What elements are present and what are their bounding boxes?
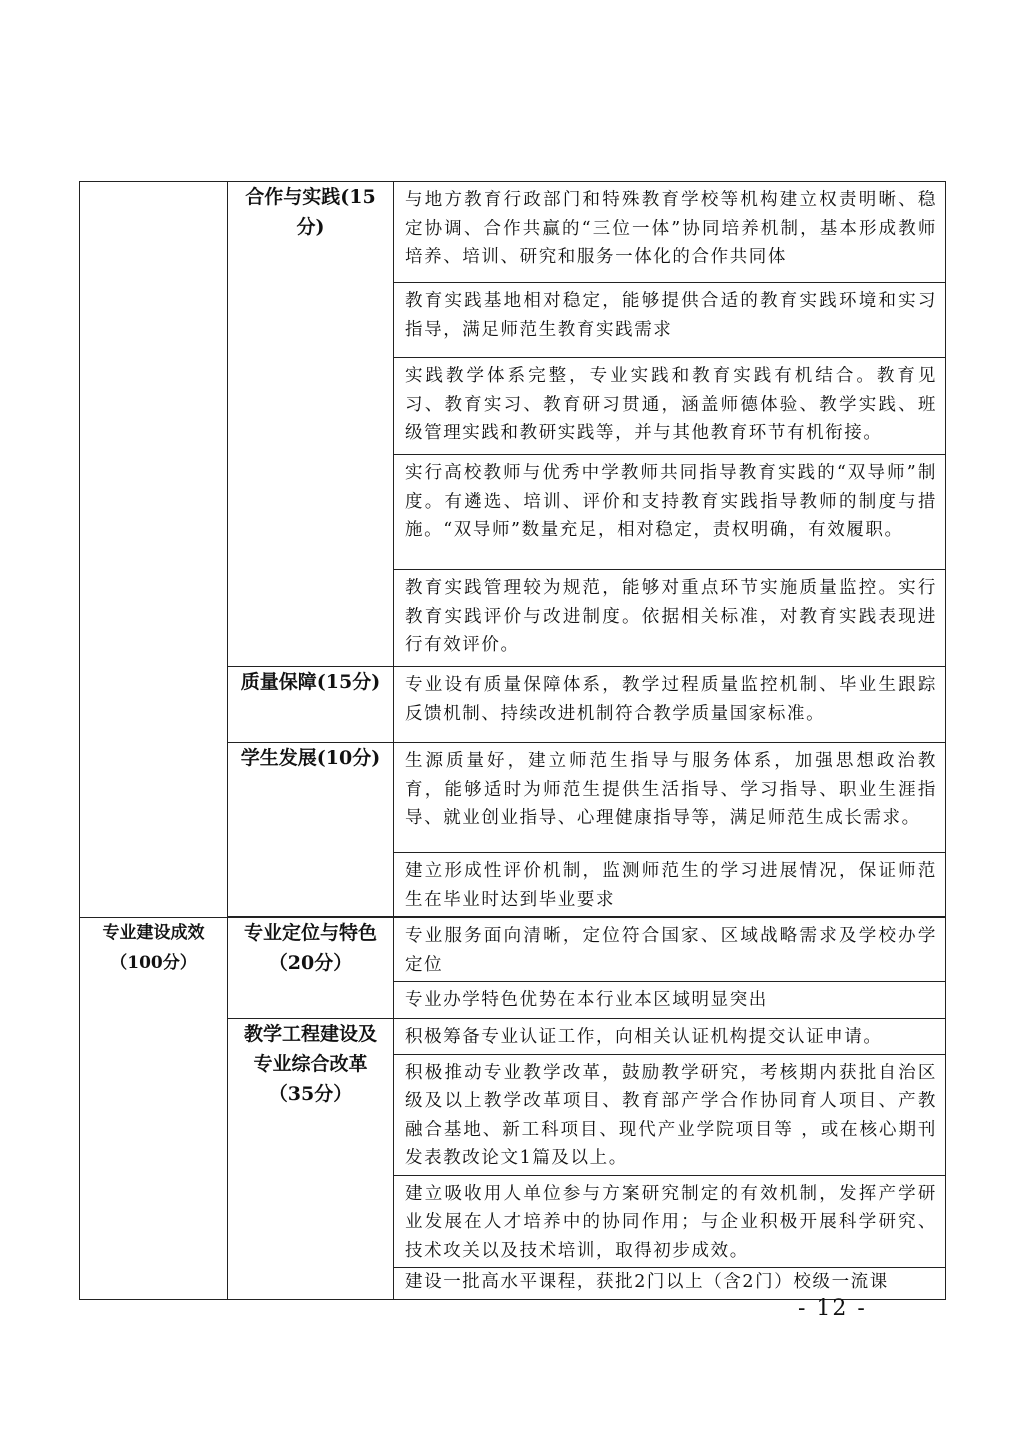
requirement-cell — [394, 743, 946, 853]
criterion-cell-cooperation-practice — [228, 182, 394, 667]
criterion-label: 专业定位与特色 — [243, 922, 377, 944]
requirement-text: 建立形成性评价机制，监测师范生的学习进展情况，保证师范生在毕业时达到毕业要求 — [405, 861, 937, 910]
requirement-text: 实践教学体系完整，专业实践和教育实践有机结合。教育见习、教育实习、教育研习贯通，涵盖师德体验、教学实践、班级管理实践和教研实践等，并与其他教育环节有机衔接。 — [405, 366, 937, 443]
dimension-cell-1 — [80, 182, 228, 918]
criterion-cell-teaching-reform — [228, 1019, 394, 1300]
requirement-text: 专业服务面向清晰，定位符合国家、区域战略需求及学校办学定位 — [405, 926, 937, 975]
requirement-cell — [394, 358, 946, 455]
requirement-cell — [394, 283, 946, 358]
criterion-cell-student-development — [228, 743, 394, 917]
criterion-label: 质量保障(15分) — [240, 671, 381, 693]
criterion-label-cont: （20分） — [268, 952, 353, 974]
dimension-label: 专业建设成效 — [102, 923, 205, 943]
requirement-text: 教育实践基地相对稳定，能够提供合适的教育实践环境和实习指导，满足师范生教育实践需求 — [405, 291, 937, 340]
requirement-text: 教育实践管理较为规范，能够对重点环节实施质量监控。实行教育实践评价与改进制度。依据相关标准，对教育实践表现进行有效评价。 — [405, 578, 937, 655]
requirement-cell — [394, 853, 946, 917]
requirement-cell — [394, 1268, 946, 1300]
requirement-cell — [394, 182, 946, 283]
dimension-score: （100分） — [110, 953, 197, 973]
requirement-text: 建立吸收用人单位参与方案研究制定的有效机制，发挥产学研业发展在人才培养中的协同作用；与企业积极开展科学研究、技术攻关以及技术培训，取得初步成效。 — [405, 1183, 937, 1261]
criterion-label: 合作与实践(15 — [245, 186, 376, 208]
requirement-cell — [394, 1054, 946, 1175]
requirement-text: 专业办学特色优势在本行业本区域明显突出 — [405, 990, 768, 1010]
criterion-cell-positioning — [228, 918, 394, 1019]
criterion-label-cont: 分) — [296, 216, 325, 238]
criterion-label: 学生发展(10分) — [240, 747, 381, 769]
requirement-text: 积极筹备专业认证工作，向相关认证机构提交认证申请。 — [405, 1027, 883, 1047]
requirement-cell — [394, 1019, 946, 1055]
requirement-text: 专业设有质量保障体系，教学过程质量监控机制、毕业生跟踪反馈机制、持续改进机制符合教学质量国家标准。 — [405, 675, 937, 724]
requirement-cell — [394, 1175, 946, 1268]
criterion-label-cont: 专业综合改革 — [253, 1053, 368, 1075]
requirement-text: 建设一批高水平课程，获批2门以上（含2门）校级一流课 — [405, 1272, 889, 1292]
page-number: - 12 - — [798, 1296, 867, 1321]
evaluation-table — [79, 181, 946, 1300]
requirement-cell — [394, 570, 946, 667]
requirement-text: 积极推动专业教学改革，鼓励教学研究，考核期内获批自治区级及以上教学改革项目、教育部产学合作协同育人项目、产教融合基地、新工科项目、现代产业学院项目等 ，或在核心期刊发表教改论文1篇及以上。 — [405, 1062, 937, 1168]
criterion-score: （35分） — [268, 1083, 353, 1105]
requirement-text: 生源质量好，建立师范生指导与服务体系，加强思想政治教育，能够适时为师范生提供生活指导、学习指导、职业生涯指导、就业创业指导、心理健康指导等，满足师范生成长需求。 — [405, 751, 937, 828]
requirement-cell — [394, 982, 946, 1019]
dimension-cell-construction-results — [80, 918, 228, 1300]
requirement-text: 与地方教育行政部门和特殊教育学校等机构建立权责明晰、稳定协调、合作共赢的“三位一体”协同培养机制，基本形成教师培养、培训、研究和服务一体化的合作共同体 — [405, 190, 937, 267]
requirement-cell — [394, 667, 946, 743]
requirement-cell — [394, 455, 946, 570]
criterion-label: 教学工程建设及 — [243, 1023, 377, 1045]
requirement-cell — [394, 918, 946, 982]
requirement-text: 实行高校教师与优秀中学教师共同指导教育实践的“双导师”制度。有遴选、培训、评价和支持教育实践指导教师的制度与措施。“双导师”数量充足，相对稳定，责权明确，有效履职。 — [405, 463, 937, 540]
criterion-cell-quality-assurance — [228, 667, 394, 743]
